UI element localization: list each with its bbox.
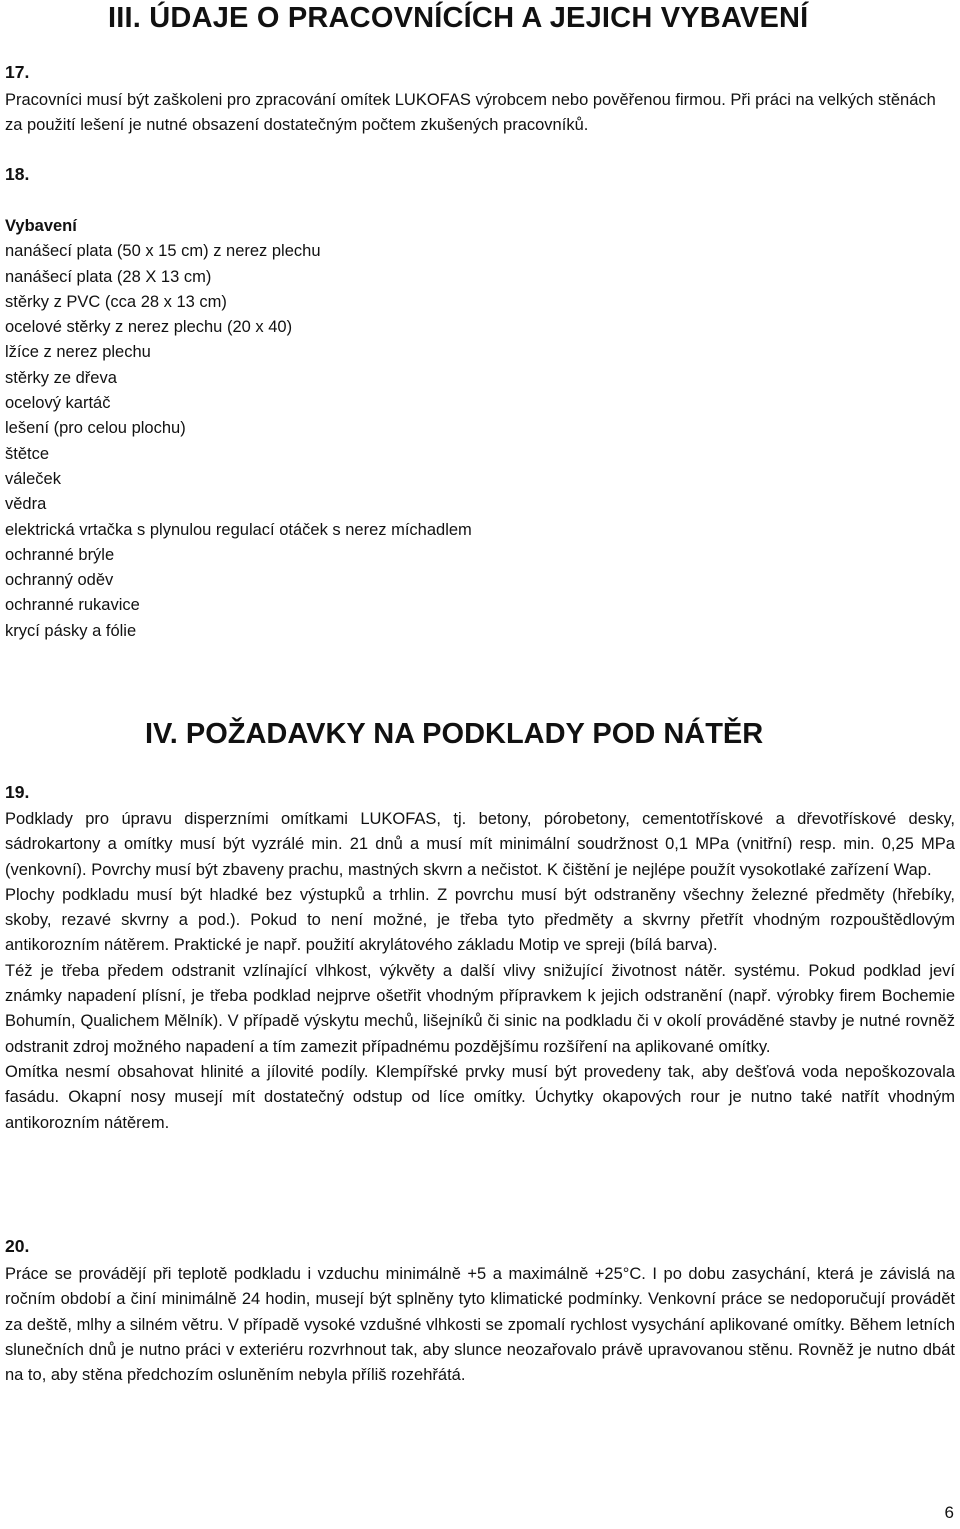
- list-item: nanášecí plata (50 x 15 cm) z nerez plechu: [5, 242, 321, 261]
- section-17-number: 17.: [5, 62, 30, 82]
- page-number: 6: [944, 1503, 954, 1522]
- section-17-text-block: [5, 88, 955, 139]
- list-item: ocelové stěrky z nerez plechu (20 x 40): [5, 318, 293, 337]
- section-19-number: 19.: [5, 782, 30, 802]
- list-item: stěrky ze dřeva: [5, 368, 117, 387]
- equipment-block: [5, 214, 955, 644]
- section-19-text-block: [5, 807, 955, 1136]
- list-item: štětce: [5, 444, 50, 463]
- list-item: lžíce z nerez plechu: [5, 343, 151, 362]
- list-item: váleček: [5, 469, 61, 488]
- section-20-text-block: [5, 1262, 955, 1388]
- section-19-paragraph: Plochy podkladu musí být hladké bez výstupků a trhlin. Z povrchu musí být odstraněny všechny železné předměty (hřebíky, skoby, rezavé skvrny a pod.). Pokud to není možné, je třeba tyto předměty a skvrny přetřít vhodným rozpouštědlovým antikorozním nátěrem. Praktické je např. použití akrylátového základu Motip ve spreji (bílá barva).: [5, 885, 955, 955]
- section-19-paragraph: Též je třeba předem odstranit vzlínající vlhkost, výkvěty a další vlivy snižující životnost nátěr. systému. Pokud podklad jeví známky napadení plísní, je třeba podklad nejprve ošetřit vhodným přípravkem k jejich odstranění (např. výrobky firem Bochemie Bohumín, Qualichem Mělník). V případě výskytu mechů, lišejníků či sinic na podkladu či v okolí prováděné stavby je nutné rovněž odstranit zdroj možného napadení a tím zamezit případnému pozdějšímu rozšíření na aplikované omítky.: [5, 961, 955, 1056]
- list-item: krycí pásky a fólie: [5, 621, 137, 640]
- list-item: lešení (pro celou plochu): [5, 419, 186, 438]
- equipment-list: [5, 239, 955, 644]
- section-19-paragraph: Podklady pro úpravu disperzními omítkami LUKOFAS, tj. betony, pórobetony, cementotřískové a dřevotřískové desky, sádrokartony a omítky musí být vyzrálé min. 21 dnů a musí mít minimální soudržnost 0,1 MPa (vnitřní) resp. min. 0,25 MPa (venkovní). Povrchy musí být zbaveny prachu, mastných skvrn a nečistot. K čištění je nejlépe použít vysokotlaké zařízení Wap.: [5, 810, 955, 879]
- list-item: vědra: [5, 495, 47, 514]
- section-20-text: Práce se provádějí při teplotě podkladu i vzduchu minimálně +5 a maximálně +25°C. I po dobu zasychání, která je závislá na ročním období a činí minimálně 24 hodin, musejí být splněny tyto klimatické podmínky. Venkovní práce se nedoporučují provádět za deště, mlhy a silném větru. V případě vysoké vzdušné vlhkosti se zpomalí rychlost vysychání aplikované omítky. Během letních slunečních dnů je nutno práci v exteriéru rozvrhnout tak, aby slunce neozařovalo právě upravovanou stěnu. Rovněž je nutno dbát na to, aby stěna předchozím osluněním nebyla příliš rozehřátá.: [5, 1265, 955, 1385]
- list-item: ocelový kartáč: [5, 394, 111, 413]
- section-20-number: 20.: [5, 1236, 30, 1256]
- equipment-heading: Vybavení: [5, 217, 77, 235]
- list-item: nanášecí plata (28 X 13 cm): [5, 267, 212, 286]
- section-4-title: IV. POŽADAVKY NA PODKLADY POD NÁTĚR: [145, 718, 764, 750]
- list-item: ochranný oděv: [5, 571, 114, 590]
- list-item: ochranné rukavice: [5, 596, 140, 615]
- list-item: ochranné brýle: [5, 545, 115, 564]
- list-item: elektrická vrtačka s plynulou regulací otáček s nerez míchadlem: [5, 520, 472, 539]
- section-18-number: 18.: [5, 164, 30, 184]
- section-19-paragraph: Omítka nesmí obsahovat hlinité a jílovité podíly. Klempířské prvky musí být provedeny tak, aby dešťová voda nepoškozovala fasádu. Okapní nosy musejí mít dostatečný odstup od líce omítky. Úchytky okapových rour je nutno také natřít vhodným antikorozním nátěrem.: [5, 1062, 955, 1132]
- section-17-text: Pracovníci musí být zaškoleni pro zpracování omítek LUKOFAS výrobcem nebo pověřenou firmou. Při práci na velkých stěnách za použití lešení je nutné obsazení dostatečným počtem zkušených pracovníků.: [5, 91, 936, 135]
- list-item: stěrky z PVC (cca 28 x 13 cm): [5, 292, 227, 311]
- section-3-title: III. ÚDAJE O PRACOVNÍCÍCH A JEJICH VYBAVENÍ: [108, 2, 809, 34]
